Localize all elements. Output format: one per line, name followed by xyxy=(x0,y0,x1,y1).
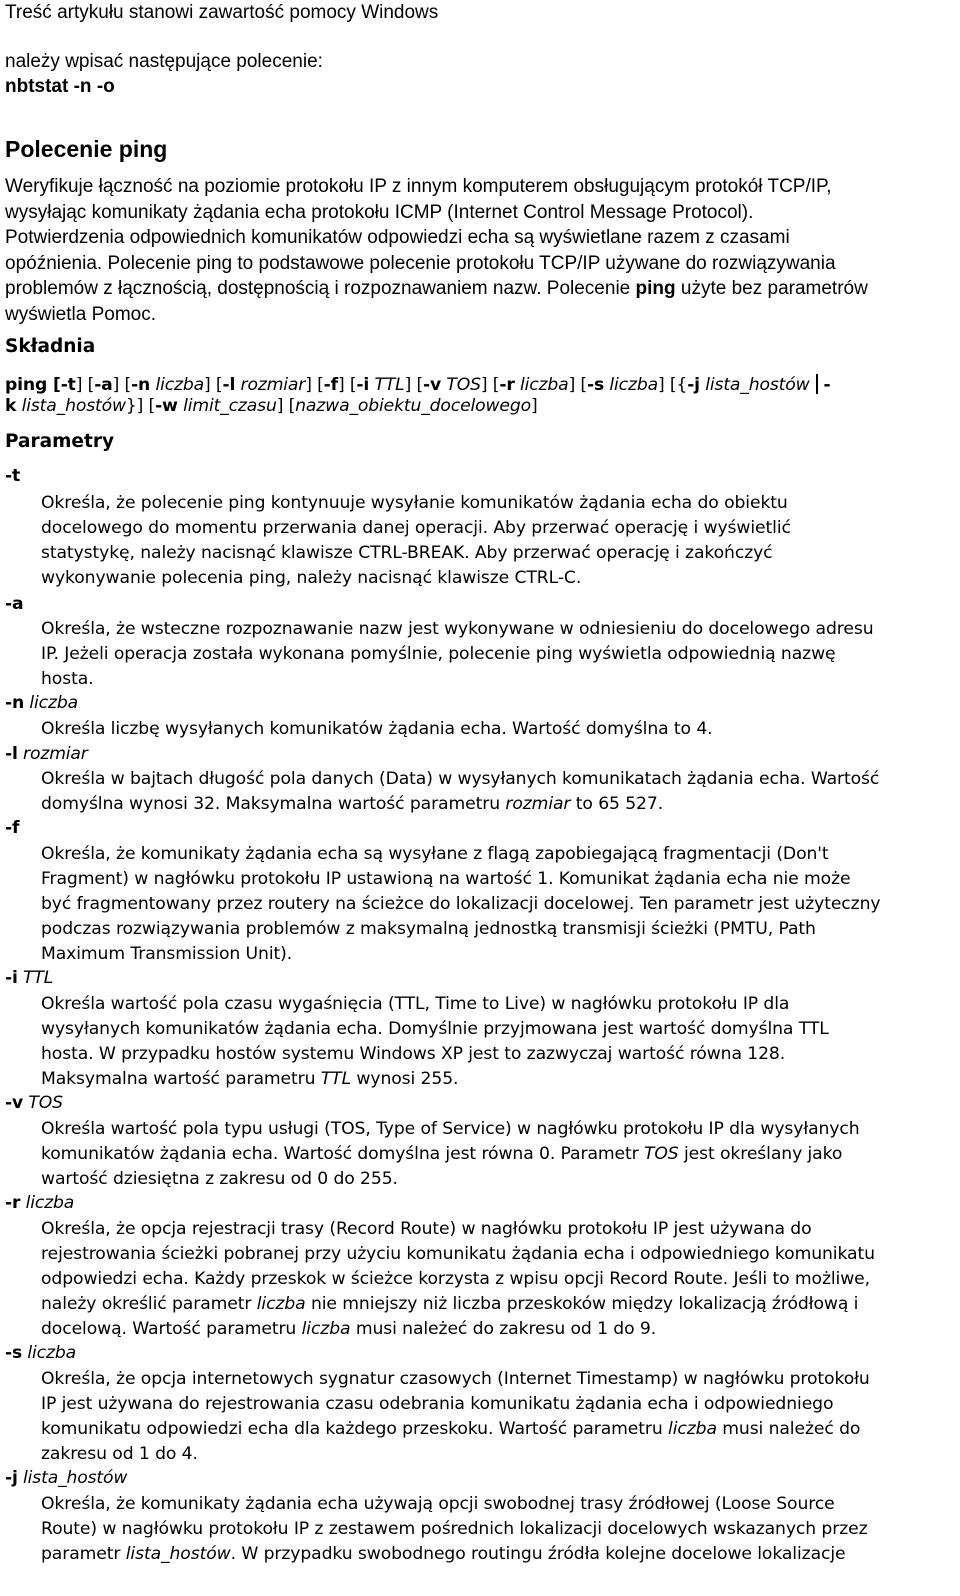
text-run: wartość dziesiętna z zakresu od 0 do 255. xyxy=(41,1168,398,1189)
text-run: Określa wartość pola czasu wygaśnięcia (TTL, Time to Live) w nagłówku protokołu IP dla xyxy=(41,994,790,1014)
param-description-line xyxy=(41,621,873,638)
text-run: Route) w nagłówku protokołu IP z zestawem pośrednich lokalizacji docelowych wskazanych przez xyxy=(41,1518,868,1539)
text-run: hosta. W przypadku hostów systemu Windows XP jest to zazwyczaj wartość równa 128. xyxy=(41,1043,786,1064)
param-flag-name: -s xyxy=(5,1343,23,1363)
param-description-line xyxy=(41,668,94,689)
text-run: Określa, że opcja internetowych sygnatur czasowych (Internet Timestamp) w nagłówku protokołu xyxy=(41,1369,870,1389)
syntax-placeholder: nazwa_obiektu_docelowego xyxy=(295,396,531,416)
text-run: ] [ xyxy=(112,375,132,395)
syntax-keyword: k xyxy=(5,396,17,416)
syntax-placeholder: lista_hostów xyxy=(705,375,810,395)
param-flag-name: -r xyxy=(5,1193,21,1213)
param-flag-name: -f xyxy=(5,818,20,838)
text-run: musi należeć do xyxy=(716,1418,861,1439)
text-run: }] [ xyxy=(125,396,156,416)
text-run: Określa, że polecenie ping kontynuuje wysyłanie komunikatów żądania echa do obiektu xyxy=(41,493,788,513)
param-description-line xyxy=(41,893,881,914)
param-description-line xyxy=(41,793,664,814)
param-flag-arg: lista_hostów xyxy=(17,1468,128,1488)
text-run: należy określić parametr xyxy=(41,1293,257,1314)
text-run: Określa, że wsteczne rozpoznawanie nazw jest wykonywane w odniesieniu do docelowego adresu xyxy=(41,619,874,639)
desc-text: użyte bez parametrów xyxy=(675,278,868,299)
param-description-line xyxy=(41,771,879,788)
param-flag-name: -l xyxy=(5,744,18,764)
text-run: ] [ xyxy=(480,375,500,395)
syntax-keyword: -n xyxy=(131,375,151,395)
param-description-line xyxy=(41,1243,875,1264)
text-run: docelową. Wartość parametru xyxy=(41,1318,302,1339)
param-description-line xyxy=(41,495,788,512)
param-flag-name: -a xyxy=(5,594,24,614)
text-run: ] [ xyxy=(305,375,324,395)
syntax-placeholder: lista_hostów xyxy=(125,1543,231,1564)
param-flag-name: -n xyxy=(5,693,25,713)
param-flag-name: -v xyxy=(5,1093,24,1113)
text-run: zakresu od 1 do 4. xyxy=(41,1443,198,1464)
syntax-keyword: -i xyxy=(356,375,370,395)
param-flag xyxy=(5,970,53,987)
param-description-line xyxy=(41,1496,835,1513)
text-run: statystykę, należy nacisnąć klawisze CTRL-BREAK. Aby przerwać operację i zakończyć xyxy=(41,542,773,563)
intro-line: należy wpisać następujące polecenie: xyxy=(5,51,323,72)
param-flag xyxy=(5,1345,76,1362)
param-flag-arg: liczba xyxy=(24,693,78,713)
text-run: Określa, że komunikaty żądania echa używają opcji swobodnej trasy źródłowej (Loose Source xyxy=(41,1494,835,1514)
syntax-keyword: -j xyxy=(687,375,700,395)
text-run: ] xyxy=(530,396,538,416)
text-run: nie mniejszy niż liczba przeskoków między lokalizacją źródłową i xyxy=(305,1293,859,1314)
intro-command: nbtstat -n -o xyxy=(5,76,115,97)
text-run: Określa w bajtach długość pola danych (Data) w wysyłanych komunikatach żądania echa. Wartość xyxy=(41,769,880,789)
text-run: odpowiedzi echa. Każdy przeskok w ścieżce korzysta z wpisu opcji Record Route. Jeśli to możliwe, xyxy=(41,1268,871,1289)
param-flag xyxy=(5,596,23,613)
text-run: jest określany jako xyxy=(678,1143,843,1164)
text-run: wynosi 255. xyxy=(351,1068,459,1089)
syntax-placeholder: liczba xyxy=(519,375,569,395)
param-flag-arg: liczba xyxy=(22,1343,76,1363)
param-flag xyxy=(5,1195,74,1212)
param-description-line xyxy=(41,943,293,964)
syntax-placeholder: liczba xyxy=(668,1418,717,1439)
syntax-placeholder: rozmiar xyxy=(505,793,571,814)
param-description-line xyxy=(41,1121,860,1138)
param-description-line xyxy=(41,1418,861,1439)
param-description-line xyxy=(41,1318,657,1339)
param-description-line xyxy=(41,1221,812,1238)
param-flag-name: -j xyxy=(5,1468,18,1488)
syntax-keyword: -r xyxy=(499,375,515,395)
desc-bold-command: ping xyxy=(635,278,676,299)
param-flag-arg: rozmiar xyxy=(17,744,88,764)
section-title: Polecenie ping xyxy=(5,136,168,162)
param-flag xyxy=(5,820,19,837)
param-description-line xyxy=(41,1268,871,1289)
param-description-line xyxy=(41,542,773,563)
syntax-keyword: ping xyxy=(5,375,48,395)
param-flag-arg: TTL xyxy=(17,968,54,988)
text-run: Określa wartość pola typu usługi (TOS, Type of Service) w nagłówku protokołu IP dla wysyłanych xyxy=(41,1119,860,1139)
text-run: docelowego do momentu przerwania danej operacji. Aby przerwać operację i wyświetlić xyxy=(41,517,791,538)
syntax-placeholder: TOS xyxy=(643,1143,679,1164)
syntax-placeholder: rozmiar xyxy=(240,375,306,395)
text-run: IP jest używana do rejestrowania czasu odebrania komunikatu żądania echa i odpowiedniego xyxy=(41,1393,834,1414)
pipe-separator xyxy=(816,374,818,394)
param-flag xyxy=(5,1470,127,1487)
text-run: ] [ xyxy=(568,375,587,395)
syntax-placeholder: liczba xyxy=(155,375,205,395)
param-description-line xyxy=(41,868,851,889)
param-description-line xyxy=(41,846,829,863)
text-run: Maximum Transmission Unit). xyxy=(41,943,293,964)
param-description-line xyxy=(41,1371,870,1388)
text-run: domyślna wynosi 32. Maksymalna wartość parametru xyxy=(41,793,506,814)
syntax-keyword: -f xyxy=(323,375,338,395)
desc-line: wyświetla Pomoc. xyxy=(5,304,156,325)
text-run: musi należeć do zakresu od 1 do 9. xyxy=(350,1318,657,1339)
syntax-keyword: -l xyxy=(222,375,236,395)
text-run: ] [ xyxy=(204,375,223,395)
syntax-placeholder: liczba xyxy=(609,375,658,395)
desc-line: opóźnienia. Polecenie ping to podstawowe polecenie protokołu TCP/IP używane do rozwiązywania xyxy=(5,253,836,274)
param-description-line xyxy=(41,996,789,1013)
syntax-placeholder: TTL xyxy=(320,1068,352,1089)
param-description-line xyxy=(41,1543,846,1564)
syntax-keyword: -w xyxy=(155,396,178,416)
text-run: IP. Jeżeli operacja została wykonana pomyślnie, polecenie ping wyświetla odpowiednią nazwę xyxy=(41,643,836,664)
text-run: ] [ xyxy=(276,396,296,416)
text-run: Maksymalna wartość parametru xyxy=(41,1068,321,1089)
text-run: być fragmentowany przez routery na ścieżce do lokalizacji docelowej. Ten parametr jest użyteczny xyxy=(41,893,881,914)
syntax-placeholder: limit_czasu xyxy=(183,396,277,416)
syntax-placeholder: lista_hostów xyxy=(21,396,126,416)
param-description-line xyxy=(41,1168,398,1189)
text-run: parametr xyxy=(41,1543,126,1564)
text-run: komunikatów żądania echa. Wartość domyślna jest równa 0. Parametr xyxy=(41,1143,644,1164)
param-description-line xyxy=(41,1018,829,1039)
param-flag xyxy=(5,468,20,485)
param-description-line xyxy=(41,1143,843,1164)
syntax-placeholder: TOS xyxy=(446,375,481,395)
text-run: Fragment) w nagłówku protokołu IP ustawioną na wartość 1. Komunikat żądania echa nie może xyxy=(41,868,851,889)
text-run: ] [ xyxy=(404,375,424,395)
desc-line xyxy=(5,279,868,298)
desc-line: Potwierdzenia odpowiednich komunikatów odpowiedzi echa są wyświetlane razem z czasami xyxy=(5,227,790,248)
syntax-keyword: -t xyxy=(60,375,76,395)
syntax-line xyxy=(5,374,831,394)
syntax-keyword: [ xyxy=(47,375,61,395)
syntax-keyword: -s xyxy=(587,375,605,395)
param-description-line xyxy=(41,567,582,588)
text-run: podczas rozwiązywania problemów z maksymalną jednostką transmisji ścieżki (PMTU, Path xyxy=(41,918,816,939)
text-run: ] [ xyxy=(75,375,95,395)
page-header: Treść artykułu stanowi zawartość pomocy Windows xyxy=(5,2,439,23)
param-flag xyxy=(5,1095,63,1112)
text-run: hosta. xyxy=(41,668,94,689)
syntax-keyword: - xyxy=(823,375,831,395)
text-run: Określa, że opcja rejestracji trasy (Record Route) w nagłówku protokołu IP jest używana do xyxy=(41,1219,812,1239)
param-description-line xyxy=(41,517,791,538)
param-description-line xyxy=(41,1043,786,1064)
syntax-placeholder: liczba xyxy=(256,1293,306,1314)
param-flag-arg: liczba xyxy=(20,1193,75,1213)
text-run: to 65 527. xyxy=(570,793,664,814)
text-run: wysyłanych komunikatów żądania echa. Domyślnie przyjmowana jest wartość domyślna TTL xyxy=(41,1018,829,1039)
param-flag xyxy=(5,695,78,712)
desc-line: Weryfikuje łączność na poziomie protokołu IP z innym komputerem obsługującym protokół TCP/IP, xyxy=(5,176,832,197)
text-run: ] [ xyxy=(337,375,357,395)
desc-line: wysyłając komunikaty żądania echa protokołu ICMP (Internet Control Message Protocol). xyxy=(5,202,754,223)
param-description-line xyxy=(41,1393,834,1414)
param-description-line xyxy=(41,1518,868,1539)
param-description-line xyxy=(41,918,816,939)
param-description-line xyxy=(41,1068,459,1089)
text-run: komunikatu odpowiedzi echa dla każdego przeskoku. Wartość parametru xyxy=(41,1418,669,1439)
text-run: Określa liczbę wysyłanych komunikatów żądania echa. Wartość domyślna to 4. xyxy=(41,719,713,739)
text-run: . W przypadku swobodnego routingu źródła kolejne docelowe lokalizacje xyxy=(230,1543,846,1564)
param-description-line xyxy=(41,1293,859,1314)
param-description-line xyxy=(41,643,836,664)
text-run: wykonywanie polecenia ping, należy nacisnąć klawisze CTRL-C. xyxy=(41,567,582,588)
param-flag xyxy=(5,746,88,763)
param-description-line xyxy=(41,1443,198,1464)
param-flag-name: -t xyxy=(5,466,21,486)
params-title: Parametry xyxy=(5,431,115,452)
text-run: Określa, że komunikaty żądania echa są wysyłane z flagą zapobiegającą fragmentacji (Don't xyxy=(41,844,829,864)
text-run: rejestrowania ścieżki pobranej przy użyciu komunikatu żądania echa i odpowiedniego komunikatu xyxy=(41,1243,875,1264)
param-flag-name: -i xyxy=(5,968,18,988)
text-run: ] [{ xyxy=(657,375,688,395)
param-description-line xyxy=(41,721,713,738)
syntax-keyword: -v xyxy=(423,375,442,395)
param-flag-arg: TOS xyxy=(23,1093,63,1113)
syntax-placeholder: liczba xyxy=(301,1318,351,1339)
syntax-placeholder: TTL xyxy=(374,375,405,395)
syntax-line xyxy=(5,398,538,415)
syntax-keyword: -a xyxy=(94,375,113,395)
syntax-title: Składnia xyxy=(5,336,96,357)
desc-text: problemów z łącznością, dostępnością i rozpoznawaniem nazw. Polecenie xyxy=(5,278,636,299)
